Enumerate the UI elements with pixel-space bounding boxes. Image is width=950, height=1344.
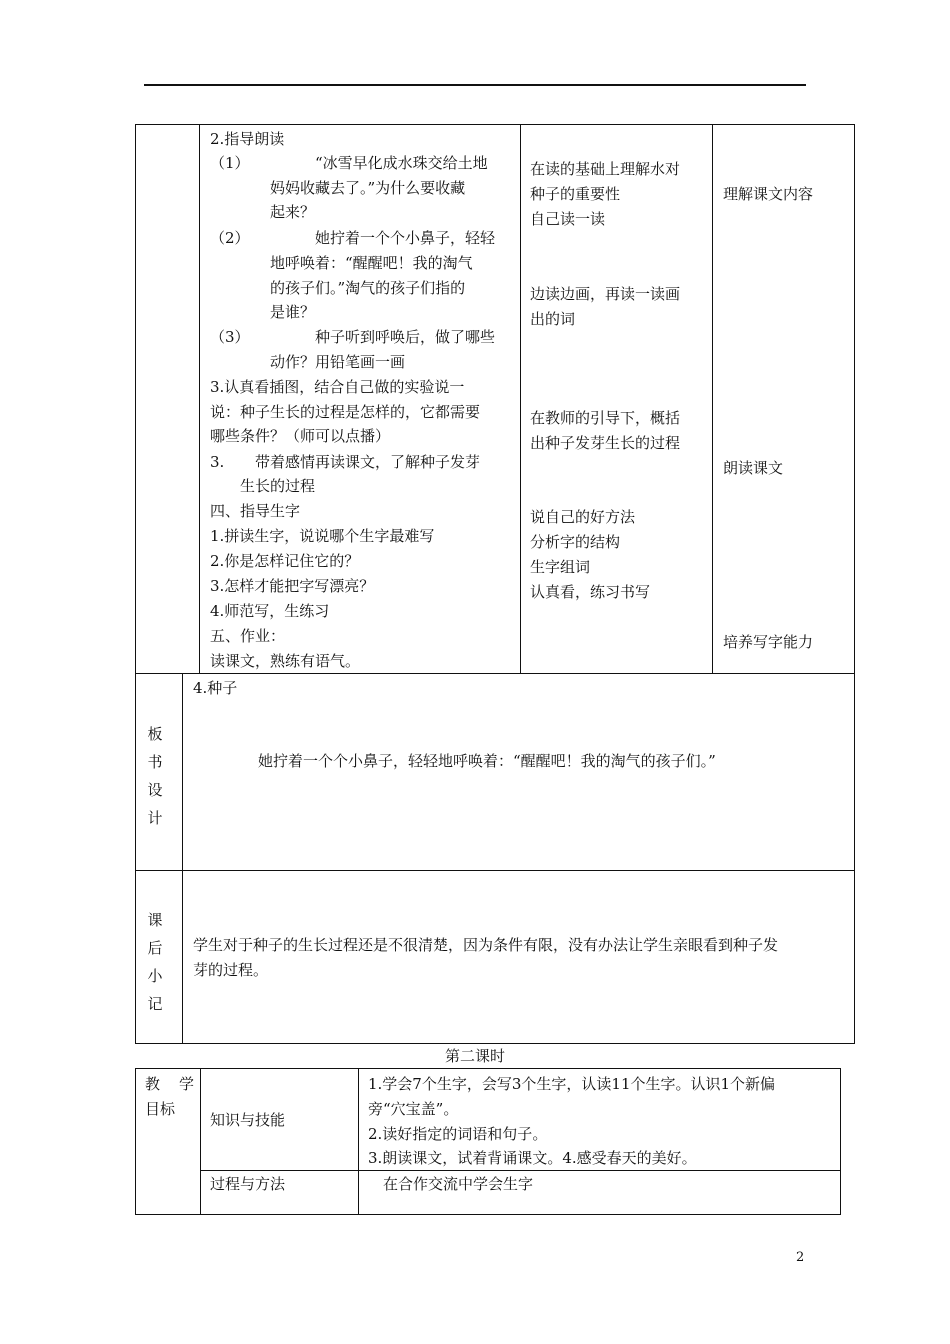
text-line: 生字组词 <box>530 558 591 576</box>
notes-row-border <box>135 870 855 1044</box>
text-line: 五、作业： <box>210 627 286 645</box>
text-line: 4.师范写，生练习 <box>210 602 330 620</box>
text-line: 出的词 <box>530 310 576 328</box>
text-line: 地呼唤着：“醒醒吧！我的淘气 <box>270 254 473 272</box>
text-line: （1） <box>210 154 250 172</box>
text-line: 2.你是怎样记住它的？ <box>210 552 360 570</box>
text-line: 边读边画，再读一读画 <box>530 285 681 303</box>
goals-row-divider <box>200 1170 841 1171</box>
text-line: 四、指导生字 <box>210 502 301 520</box>
text-line: 说：种子生长的过程是怎样的，它都需要 <box>210 403 481 421</box>
text-line: 1.拼读生字，说说哪个生字最难写 <box>210 527 435 545</box>
text-line: 在教师的引导下，概括 <box>530 409 681 427</box>
second-lesson-heading: 第二课时 <box>444 1047 505 1065</box>
text-line: 分析字的结构 <box>530 533 621 551</box>
text-line: 培养写字能力 <box>723 633 814 651</box>
col-divider-2 <box>520 124 521 674</box>
board-row-divider <box>182 673 183 871</box>
notes-label: 课 后 小 记 <box>147 911 163 1013</box>
text-line: 种子的重要性 <box>530 185 621 203</box>
board-sentence: 她拧着一个个小鼻子，轻轻地呼唤着：“醒醒吧！我的淘气的孩子们。” <box>258 752 716 770</box>
text-line: 带着感情再读课文，了解种子发芽 <box>255 453 481 471</box>
text-line: 自己读一读 <box>530 210 606 228</box>
col-divider-3 <box>712 124 713 674</box>
text-line: 出种子发芽生长的过程 <box>530 434 681 452</box>
goals-col-divider-1 <box>200 1068 201 1215</box>
text-line: 3. <box>210 453 225 471</box>
process-text: 在合作交流中学会生字 <box>383 1175 534 1193</box>
text-line: 生长的过程 <box>240 477 316 495</box>
text-line: 理解课文内容 <box>723 185 814 203</box>
page-number: 2 <box>796 1250 805 1265</box>
text-line: 哪些条件？（师可以点播） <box>210 427 391 445</box>
text-line: 朗读课文 <box>723 459 784 477</box>
text-line: 妈妈收藏去了。”为什么要收藏 <box>270 179 466 197</box>
text-line: 2.指导朗读 <box>210 130 285 148</box>
notes-line-2: 芽的过程。 <box>193 961 269 979</box>
text-line: 说自己的好方法 <box>530 508 636 526</box>
goals-label-line-2: 目标 <box>145 1100 176 1118</box>
notes-row-divider <box>182 870 183 1044</box>
process-label: 过程与方法 <box>210 1175 286 1193</box>
text-line: 她拧着一个个小鼻子，轻轻 <box>315 229 496 247</box>
text-line: 的孩子们。”淘气的孩子们指的 <box>270 279 466 297</box>
text-line: 3.怎样才能把字写漂亮？ <box>210 577 375 595</box>
text-line: 种子听到呼唤后，做了哪些 <box>315 328 496 346</box>
notes-line-1: 学生对于种子的生长过程还是不很清楚，因为条件有限，没有办法让学生亲眼看到种子发 <box>193 936 779 954</box>
text-line: 动作？用铅笔画一画 <box>270 353 406 371</box>
goals-label-line-1: 教 学 <box>145 1075 197 1093</box>
knowledge-line: 1.学会7个生字，会写3个生字，认读11个生字。认识1个新偏 <box>368 1075 776 1093</box>
text-line: 认真看，练习书写 <box>530 583 651 601</box>
text-line: 是谁？ <box>270 303 316 321</box>
text-line: “冰雪早化成水珠交给土地 <box>315 154 488 172</box>
text-line: 起来？ <box>270 203 316 221</box>
col-divider-1 <box>199 124 200 674</box>
knowledge-line: 旁“穴宝盖”。 <box>368 1100 459 1118</box>
knowledge-line: 2.读好指定的词语和句子。 <box>368 1125 548 1143</box>
text-line: 读课文，熟练有语气。 <box>210 652 361 670</box>
text-line: （2） <box>210 229 250 247</box>
board-title: 4.种子 <box>193 679 238 697</box>
text-line: 在读的基础上理解水对 <box>530 160 681 178</box>
knowledge-line: 3.朗读课文，试着背诵课文。4.感受春天的美好。 <box>368 1149 697 1167</box>
text-line: （3） <box>210 328 250 346</box>
header-rule <box>144 84 806 86</box>
text-line: 3.认真看插图，结合自己做的实验说一 <box>210 378 465 396</box>
board-design-label: 板 书 设 计 <box>147 725 163 827</box>
goals-col-divider-2 <box>358 1068 359 1215</box>
knowledge-label: 知识与技能 <box>210 1111 286 1129</box>
